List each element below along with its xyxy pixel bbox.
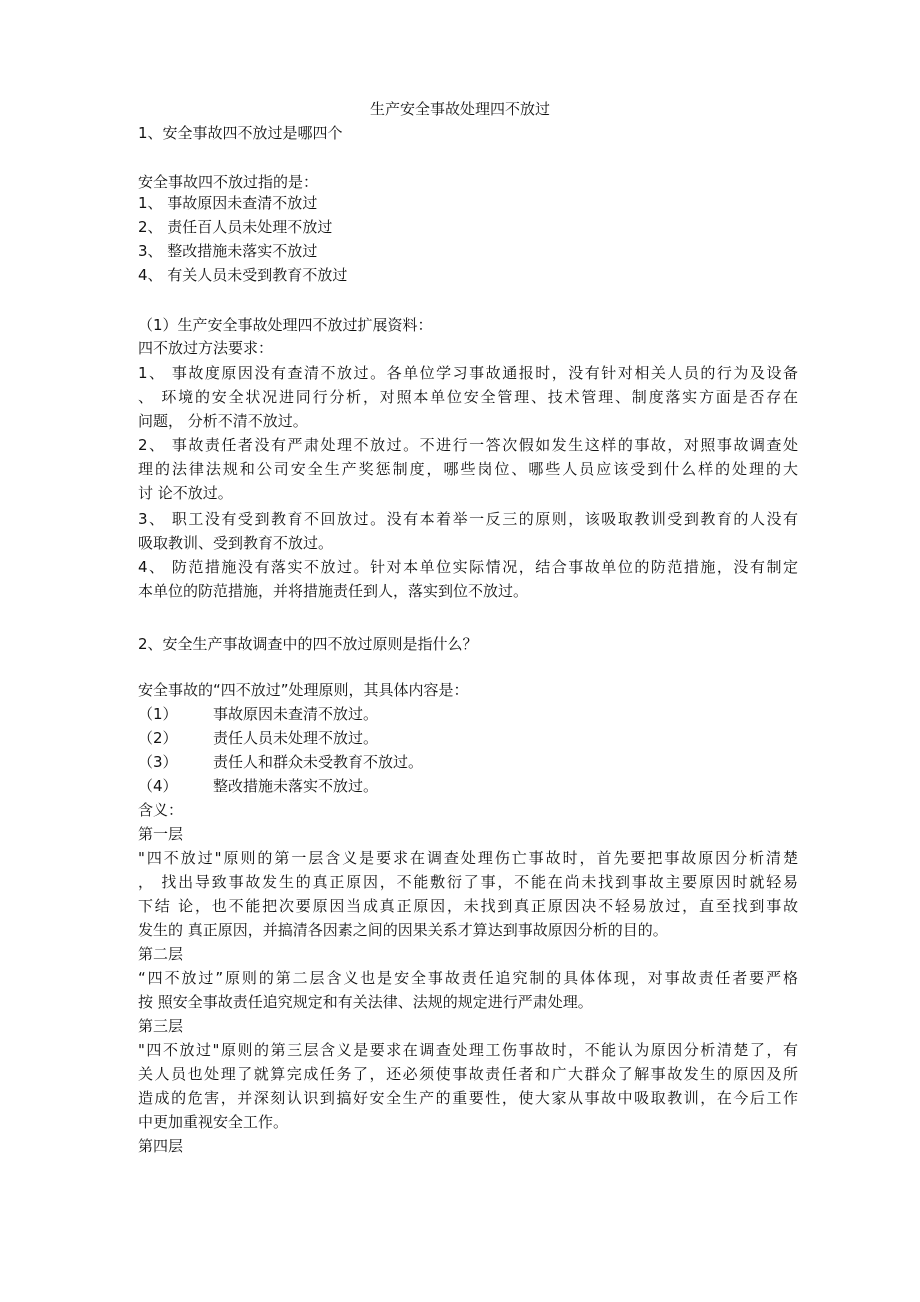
layer-text-line: 关人员也处理了就算完成任务了，还必须使事故责任者和广大群众了解事故发生的原因及所 <box>138 1065 798 1083</box>
q1-heading: 1、安全事故四不放过是哪四个 <box>138 124 343 142</box>
document-title: 生产安全事故处理四不放过 <box>369 100 550 118</box>
layer-text-line: 造成的危害，并深刻认识到搞好安全生产的重要性，使大家从事故中吸取教训，在今后工作 <box>138 1089 798 1107</box>
layer-text-line: 中更加重视安全工作。 <box>138 1113 289 1131</box>
method-paragraph-line: 吸取教训、受到教育不放过。 <box>138 534 334 552</box>
q1-item: 4、 有关人员未受到教育不放过 <box>138 266 348 284</box>
q1-item: 2、 责任百人员未处理不放过 <box>138 218 333 236</box>
q2-item-number: （1） <box>138 705 178 723</box>
q2-item-text: 事故原因未查清不放过。 <box>213 705 379 723</box>
q2-item-number: （4） <box>138 777 178 795</box>
layer-text-line: “四不放过”原则的第二层含义也是安全事故责任追究制的具体体现，对事故责任者要严格 <box>138 969 798 987</box>
layer-label: 第四层 <box>138 1137 184 1155</box>
method-paragraph-line: 问题， 分析不清不放过。 <box>138 412 308 430</box>
layer-text-line: ， 找出导致事故发生的真正原因，不能敷衍了事，不能在尚未找到事故主要原因时就轻易 <box>138 873 798 891</box>
method-paragraph-line: 3、 职工没有受到教育不回放过。没有本着举一反三的原则，该吸取教训受到教育的人没有 <box>138 510 798 528</box>
q2-intro: 安全事故的“四不放过”处理原则，其具体内容是： <box>138 681 469 699</box>
q1-item: 3、 整改措施未落实不放过 <box>138 242 318 260</box>
q2-item-text: 责任人和群众未受教育不放过。 <box>213 753 424 771</box>
method-paragraph-line: 2、 事故责任者没有严肃处理不放过。不进行一答次假如发生这样的事故，对照事故调查处 <box>138 436 798 454</box>
q2-heading: 2、安全生产事故调查中的四不放过原则是指什么？ <box>138 635 478 653</box>
meaning-label: 含义： <box>138 801 184 819</box>
expansion-heading: （1）生产安全事故处理四不放过扩展资料： <box>138 316 433 334</box>
layer-text-line: 发生的 真正原因，并搞清各因素之间的因果关系才算达到事故原因分析的目的。 <box>138 921 668 939</box>
layer-label: 第一层 <box>138 825 184 843</box>
q2-item-number: （2） <box>138 729 178 747</box>
method-paragraph-line: 理的法律法规和公司安全生产奖惩制度，哪些岗位、哪些人员应该受到什么样的处理的大 <box>138 460 798 478</box>
layer-text-line: "四不放过"原则的第三层含义是要求在调查处理工伤事故时，不能认为原因分析清楚了，有 <box>138 1041 798 1059</box>
method-paragraph-line: 4、 防范措施没有落实不放过。针对本单位实际情况，结合事故单位的防范措施，没有制定 <box>138 558 798 576</box>
layer-text-line: "四不放过"原则的第一层含义是要求在调查处理伤亡事故时，首先要把事故原因分析清楚 <box>138 849 798 867</box>
method-paragraph-line: 本单位的防范措施，并将措施责任到人，落实到位不放过。 <box>138 582 529 600</box>
method-paragraph-line: 1、 事故度原因没有查清不放过。各单位学习事故通报时，没有针对相关人员的行为及设备 <box>138 364 798 382</box>
q2-item-text: 整改措施未落实不放过。 <box>213 777 379 795</box>
layer-text-line: 下结 论，也不能把次要原因当成真正原因，未找到真正原因决不轻易放过，直至找到事故 <box>138 897 798 915</box>
q2-item-number: （3） <box>138 753 178 771</box>
q2-item-text: 责任人员未处理不放过。 <box>213 729 379 747</box>
layer-label: 第二层 <box>138 945 184 963</box>
method-paragraph-line: 、 环境的安全状况进同行分析，对照本单位安全管理、技术管理、制度落实方面是否存在 <box>138 388 798 406</box>
q1-intro: 安全事故四不放过指的是： <box>138 173 319 191</box>
layer-text-line: 按 照安全事故责任追究规定和有关法律、法规的规定进行严肃处理。 <box>138 993 593 1011</box>
method-paragraph-line: 讨 论不放过。 <box>138 484 233 502</box>
q1-item: 1、 事故原因未查清不放过 <box>138 194 318 212</box>
layer-label: 第三层 <box>138 1017 184 1035</box>
method-heading: 四不放过方法要求： <box>138 339 274 357</box>
